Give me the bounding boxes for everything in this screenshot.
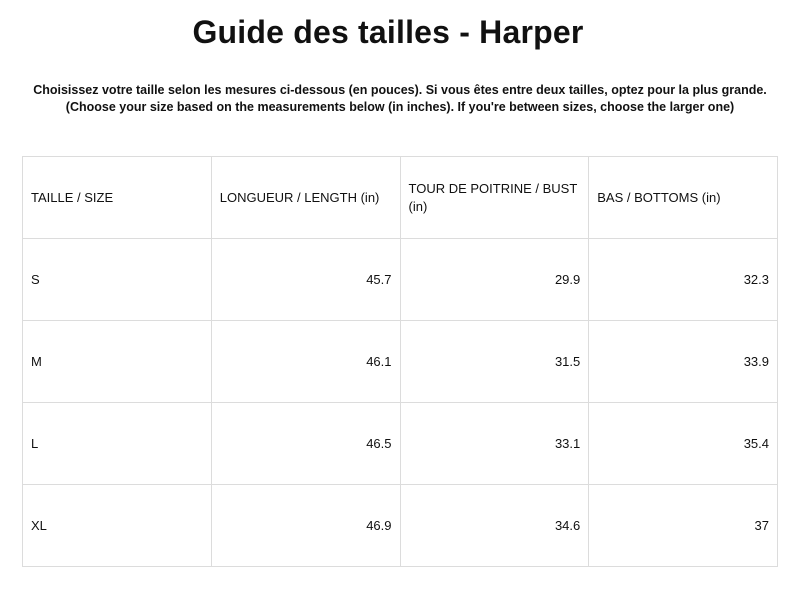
- table-row: [23, 239, 778, 321]
- bottoms-cell: 33.9: [589, 321, 778, 403]
- bust-cell: 29.9: [400, 239, 589, 321]
- length-cell: 46.5: [211, 403, 400, 485]
- table-row: [23, 485, 778, 567]
- header-bottoms: BAS / BOTTOMS (in): [589, 157, 778, 239]
- table-row: [23, 403, 778, 485]
- bottoms-cell: 37: [589, 485, 778, 567]
- bust-cell: 34.6: [400, 485, 589, 567]
- size-cell: L: [23, 403, 212, 485]
- length-cell: 45.7: [211, 239, 400, 321]
- size-cell: S: [23, 239, 212, 321]
- instructions-english: (Choose your size based on the measurements below (in inches). If you're between sizes, choose the larger one): [65, 100, 735, 114]
- size-chart-table: [22, 156, 778, 567]
- header-size: TAILLE / SIZE: [23, 157, 212, 239]
- size-cell: XL: [23, 485, 212, 567]
- bust-cell: 33.1: [400, 403, 589, 485]
- bust-cell: 31.5: [400, 321, 589, 403]
- bottoms-cell: 35.4: [589, 403, 778, 485]
- size-cell: M: [23, 321, 212, 403]
- instructions-french: Choisissez votre taille selon les mesures ci-dessous (en pouces). Si vous êtes entre deux tailles, optez pour la plus grande.: [33, 83, 767, 97]
- page-title: Guide des tailles - Harper: [192, 14, 584, 50]
- table-row: [23, 321, 778, 403]
- table-header-row: [23, 157, 778, 239]
- header-bust: TOUR DE POITRINE / BUST (in): [400, 157, 589, 239]
- instructions: [0, 82, 800, 116]
- length-cell: 46.9: [211, 485, 400, 567]
- bottoms-cell: 32.3: [589, 239, 778, 321]
- header-length: LONGUEUR / LENGTH (in): [211, 157, 400, 239]
- length-cell: 46.1: [211, 321, 400, 403]
